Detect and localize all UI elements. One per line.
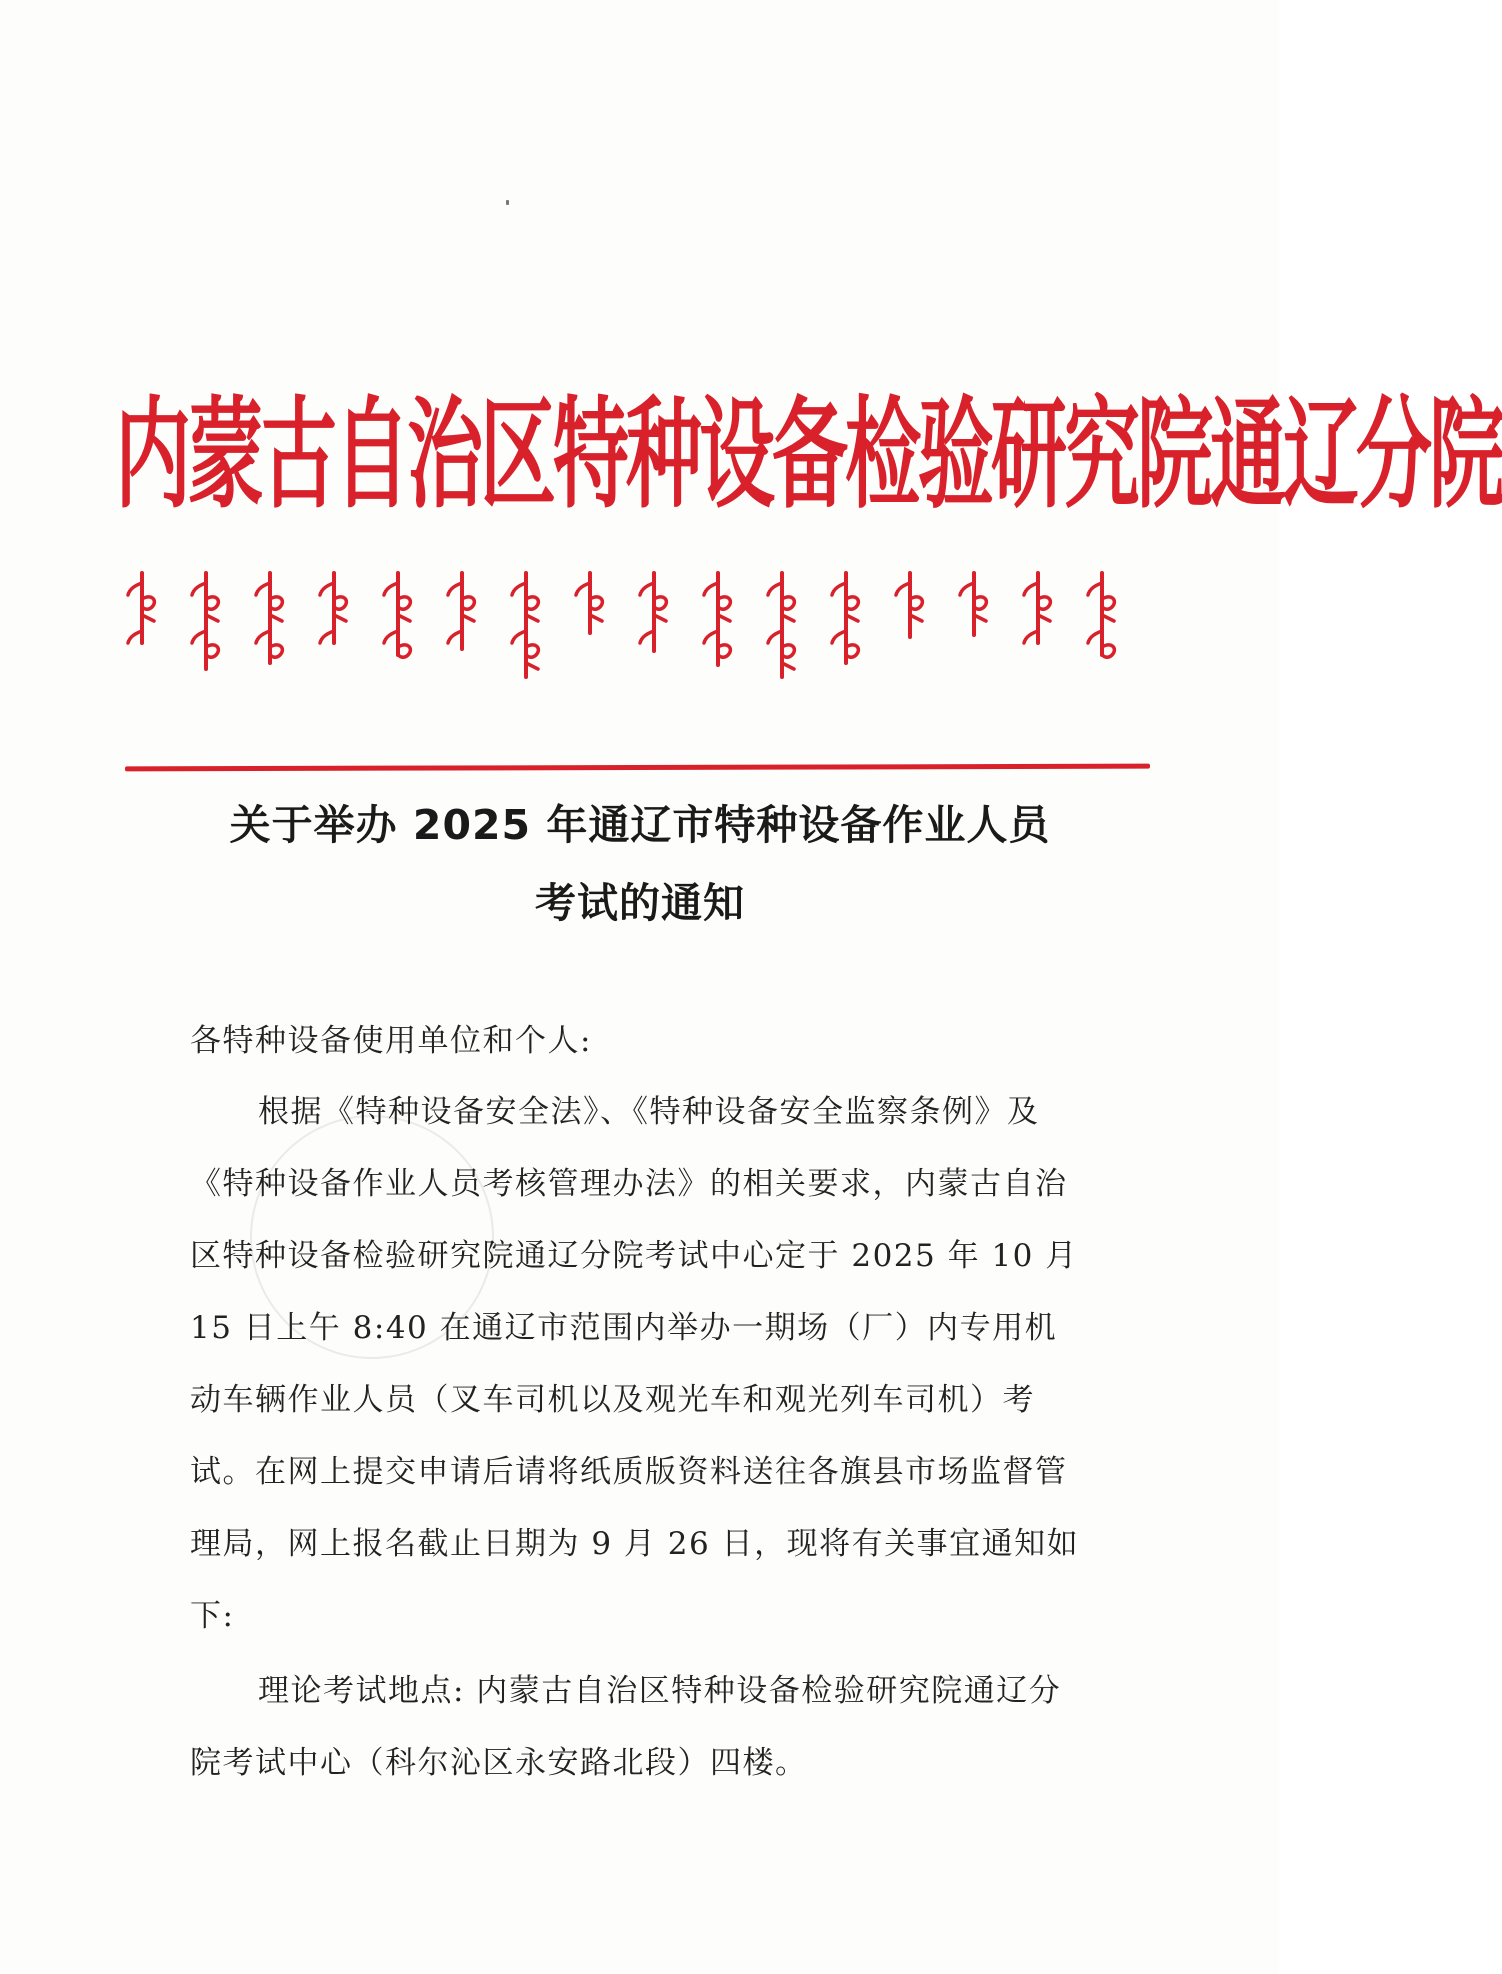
mongolian-glyph-column bbox=[1024, 573, 1050, 643]
mongolian-glyph-column bbox=[640, 573, 666, 651]
salutation: 各特种设备使用单位和个人: bbox=[190, 1023, 592, 1059]
mongolian-glyph-column bbox=[320, 573, 346, 643]
mongolian-glyph-column bbox=[1088, 573, 1114, 657]
mongolian-glyph-column bbox=[960, 573, 986, 635]
body-paragraph-1: 根据《特种设备安全法》、《特种设备安全监察条例》及《特种设备作业人员考核管理办法》的相关要求，内蒙古自治区特种设备检验研究院通辽分院考试中心定于 2025 年 10 月 15 日上午 8:40 在通辽市范围内举办一期场（厂）内专用机动车辆作业人员（叉车司机以及观光车和观光列车司机）考试。在网上提交申请后请将纸质版资料送往各旗县市场监督管理局，网上报名截止日期为 9 月 26 日，现将有关事宜通知如下: bbox=[190, 1094, 1080, 1634]
letterhead-red-rule bbox=[125, 764, 1150, 772]
mongolian-glyph-column bbox=[256, 573, 282, 663]
mongolian-glyph-column bbox=[384, 573, 410, 657]
mongolian-glyph-column bbox=[896, 573, 922, 637]
mongolian-script-name bbox=[130, 565, 1140, 685]
scan-speck bbox=[506, 200, 509, 205]
mongolian-glyph-column bbox=[128, 573, 154, 643]
mongolian-glyph-column bbox=[448, 573, 474, 649]
mongolian-glyph-column bbox=[832, 573, 858, 663]
document-title-line-2: 考试的通知 bbox=[535, 879, 745, 927]
mongolian-glyph-column bbox=[512, 573, 538, 677]
mongolian-glyph-column bbox=[192, 573, 218, 669]
letterhead-organization-name: 内蒙古自治区特种设备检验研究院通辽分院 bbox=[115, 383, 1502, 525]
mongolian-glyph-column bbox=[768, 573, 794, 677]
mongolian-glyph-column bbox=[704, 573, 730, 665]
document-title-line-1: 关于举办 2025 年通辽市特种设备作业人员 bbox=[229, 801, 1051, 849]
body-paragraph-2-exam-location: 理论考试地点: 内蒙古自治区特种设备检验研究院通辽分院考试中心（科尔沁区永安路北段）四楼。 bbox=[190, 1673, 1062, 1781]
mongolian-glyph-column bbox=[576, 573, 602, 633]
